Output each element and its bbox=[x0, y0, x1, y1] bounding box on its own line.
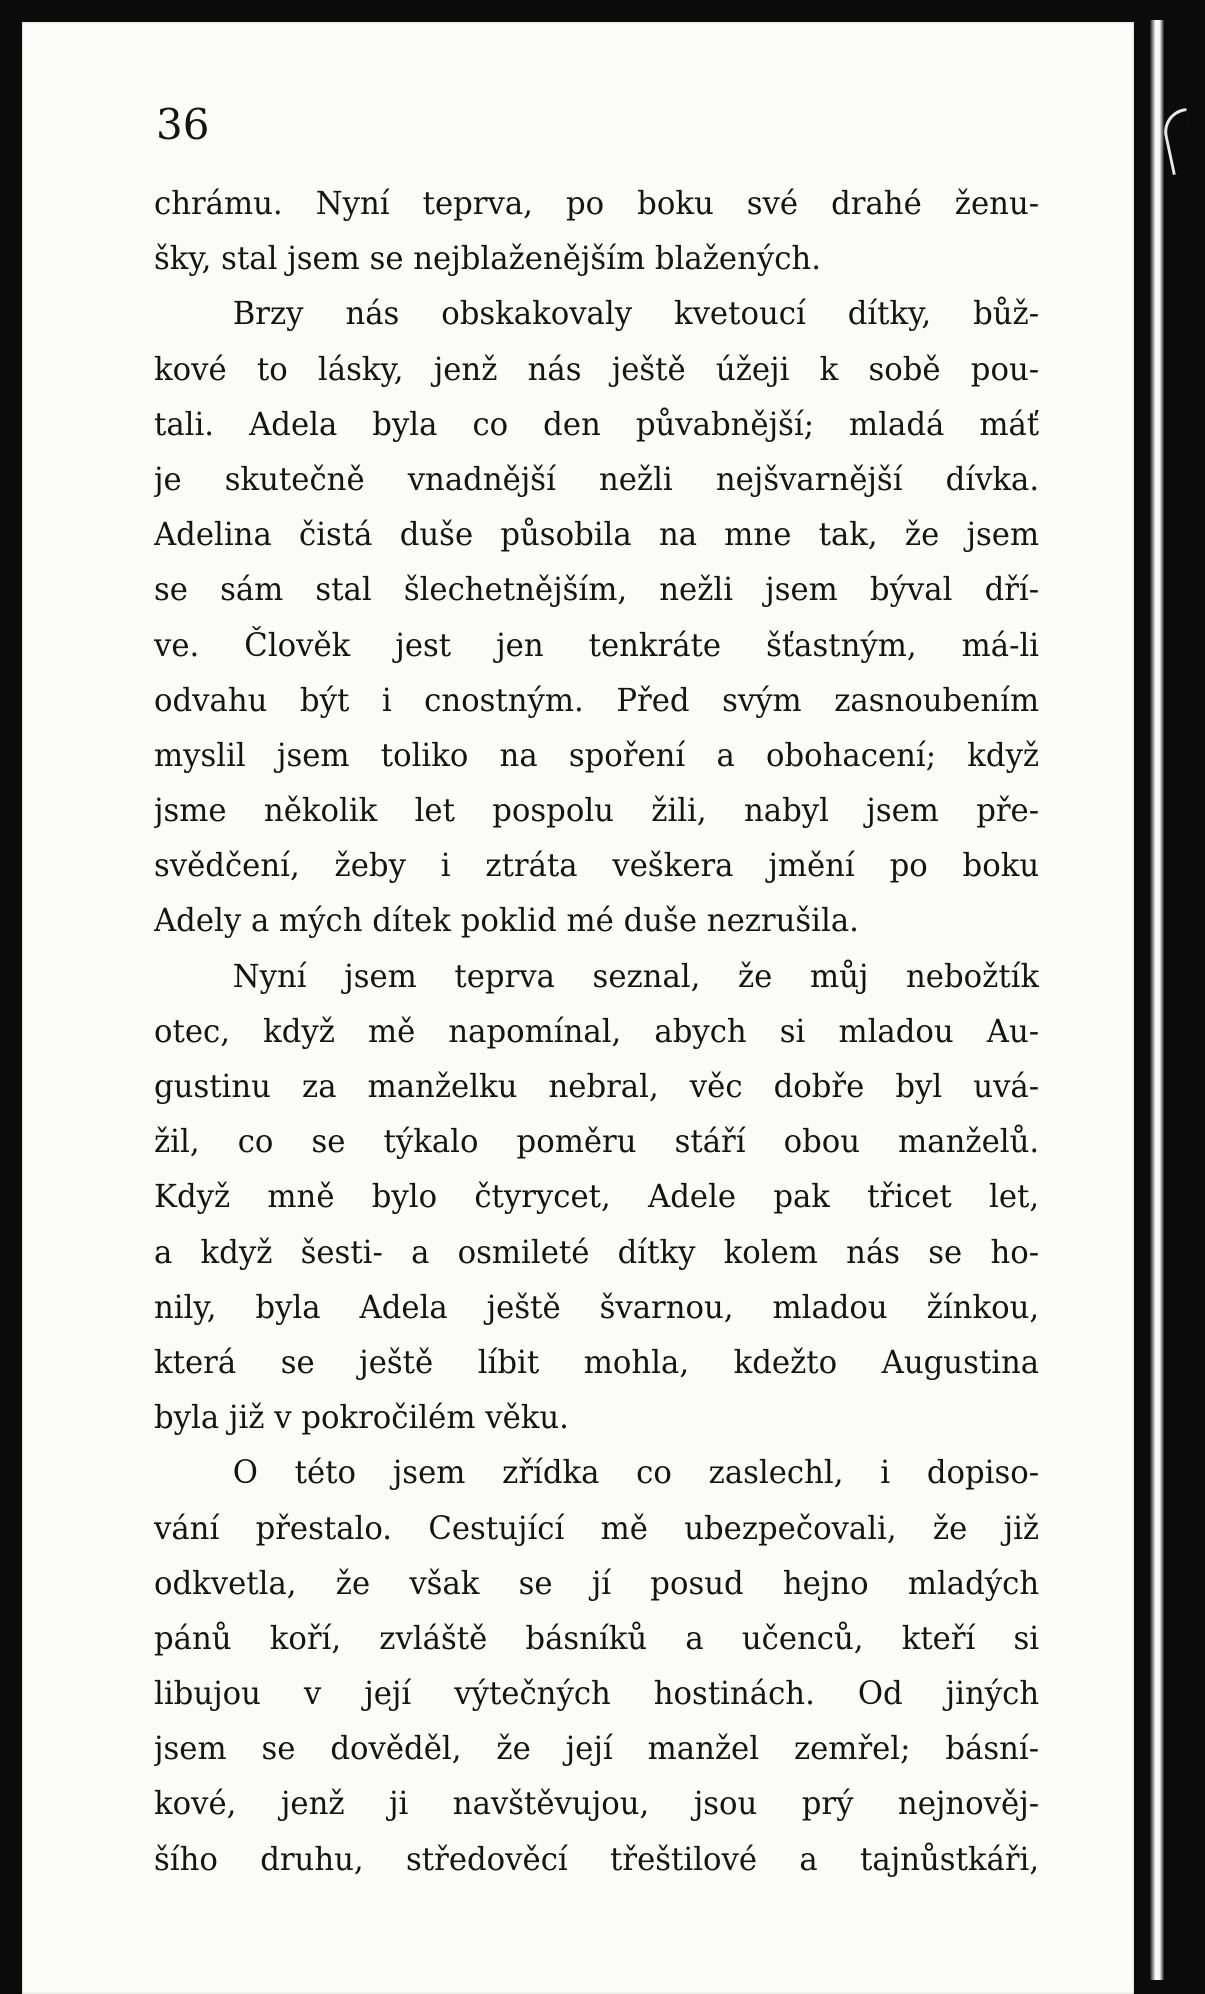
text-line: šky, stal jsem se nejblaženějším blažených. bbox=[154, 239, 821, 278]
text-line: ve. Člověk jest jen tenkráte šťastným, má-li bbox=[154, 625, 1040, 664]
text-line: Brzy nás obskakovaly kvetoucí dítky, bůž- bbox=[232, 294, 1040, 333]
text-line: kové to lásky, jenž nás ještě úžeji k sobě pou- bbox=[154, 349, 1040, 388]
text-line: žil, co se týkalo poměru stáří obou manželů. bbox=[154, 1122, 1040, 1161]
text-line: tali. Adela byla co den půvabnější; mladá máť bbox=[154, 404, 1040, 443]
text-line: jsem se dověděl, že její manžel zemřel; básní- bbox=[154, 1729, 1040, 1768]
text-line: kové, jenž ji navštěvujou, jsou prý nejnověj- bbox=[154, 1784, 1040, 1823]
text-line: svědčení, žeby i ztráta veškera jmění po boku bbox=[154, 846, 1040, 885]
text-line: gustinu za manželku nebral, věc dobře byl uvá- bbox=[154, 1067, 1040, 1105]
text-line: O této jsem zřídka co zaslechl, i dopiso- bbox=[232, 1453, 1040, 1492]
text-line: je skutečně vnadnější nežli nejšvarnější dívka. bbox=[154, 459, 1040, 498]
text-line: Nyní jsem teprva seznal, že můj nebožtík bbox=[232, 956, 1040, 995]
text-line: Když mně bylo čtyrycet, Adele pak třicet let, bbox=[154, 1177, 1040, 1216]
scan-edge-shadow bbox=[1134, 0, 1205, 1994]
text-line: pánů koří, zvláště básníků a učenců, kteří si bbox=[154, 1618, 1040, 1657]
text-line: nily, byla Adela ještě švarnou, mladou žínkou, bbox=[154, 1287, 1040, 1326]
text-line: se sám stal šlechetnějším, nežli jsem býval dří- bbox=[154, 570, 1040, 609]
text-line: která se ještě líbit mohla, kdežto Augustina bbox=[154, 1342, 1040, 1381]
adjacent-page-edge bbox=[1150, 20, 1164, 1980]
text-line: otec, když mě napomínal, abych si mladou Au- bbox=[154, 1011, 1040, 1050]
page-number: 36 bbox=[156, 100, 210, 149]
text-line: odvahu být i cnostným. Před svým zasnoubením bbox=[154, 680, 1040, 719]
text-line: byla již v pokročilém věku. bbox=[154, 1398, 569, 1437]
text-line: libujou v její výtečných hostinách. Od jiných bbox=[154, 1674, 1040, 1713]
text-line: Adely a mých dítek poklid mé duše nezrušila. bbox=[154, 901, 859, 940]
body-text bbox=[154, 176, 1076, 1887]
text-line: chrámu. Nyní teprva, po boku své drahé ženu- bbox=[154, 184, 1040, 222]
text-line: odkvetla, že však se jí posud hejno mladých bbox=[154, 1563, 1040, 1602]
text-line: myslil jsem toliko na spoření a obohacení; když bbox=[154, 735, 1040, 774]
text-line: šího druhu, středověcí třeštilové a tajnůstkáři, bbox=[154, 1839, 1040, 1878]
text-line: vání přestalo. Cestující mě ubezpečovali, že již bbox=[154, 1508, 1040, 1547]
text-line: a když šesti- a osmileté dítky kolem nás se ho- bbox=[154, 1232, 1040, 1271]
text-line: Adelina čistá duše působila na mne tak, že jsem bbox=[154, 515, 1040, 554]
text-line: jsme několik let pospolu žili, nabyl jsem pře- bbox=[154, 791, 1040, 830]
